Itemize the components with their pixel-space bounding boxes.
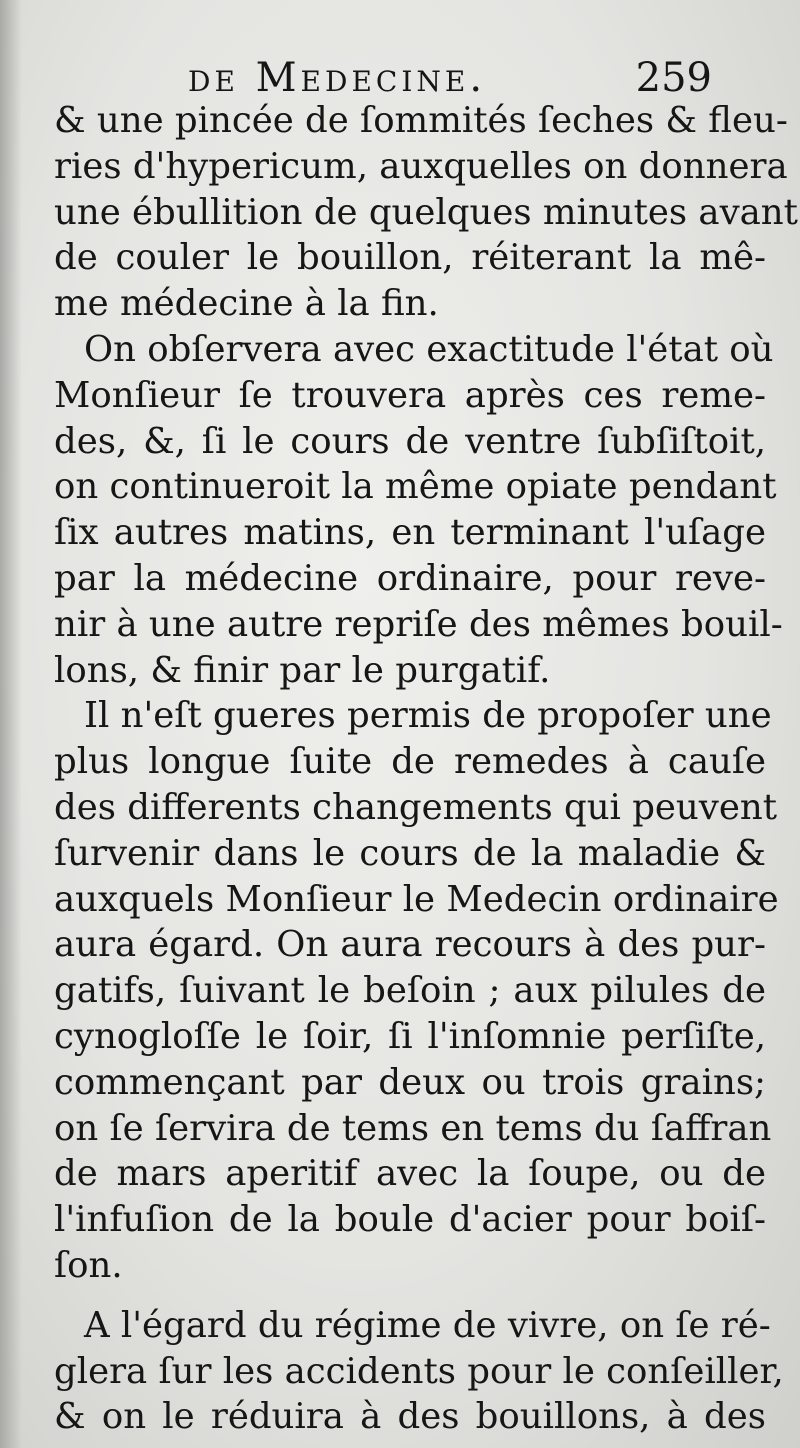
text-line: ſurvenir dans le cours de la maladie &	[54, 832, 766, 874]
text-line: me médecine à la fin.	[54, 283, 439, 325]
text-line: Monſieur ſe trouvera après ces reme-	[54, 374, 766, 416]
body-text	[54, 98, 798, 1440]
gutter-shadow	[0, 0, 22, 1448]
text-line: A l'égard du régime de vivre, on ſe ré-	[84, 1304, 771, 1346]
paragraph-2	[54, 327, 783, 693]
paragraph-3	[54, 693, 779, 1288]
text-line: une ébullition de quelques minutes avant	[54, 191, 798, 233]
text-line: auxquels Monſieur le Medecin ordinaire	[54, 878, 779, 920]
text-line: lons, & finir par le purgatif.	[54, 649, 551, 691]
text-line: nir à une autre repriſe des mêmes bouil-	[54, 603, 783, 645]
text-line: commençant par deux ou trois grains;	[54, 1061, 766, 1103]
text-line: aura égard. On aura recours à des pur-	[54, 924, 766, 966]
text-line: On obſervera avec exactitude l'état où	[84, 328, 774, 370]
text-line: Il n'eſt gueres permis de propoſer une	[84, 695, 772, 737]
text-line: ries d'hypericum, auxquelles on donnera	[54, 145, 788, 187]
paragraph-4	[54, 1303, 784, 1440]
text-line: on ſe ſervira de tems en tems du ſaffran	[54, 1107, 772, 1149]
text-line: on continueroit la même opiate pendant	[54, 466, 777, 508]
text-line: & une pincée de ſommités ſeches & fleu-	[54, 100, 788, 141]
running-head: de Medecine.	[188, 55, 487, 101]
text-line: par la médecine ordinaire, pour reve-	[54, 557, 766, 599]
text-line: ſix autres matins, en terminant l'uſage	[54, 512, 766, 554]
text-line: gatifs, ſuivant le beſoin ; aux pilules de	[54, 970, 766, 1012]
text-line: glera ſur les accidents pour le conſeiller,	[54, 1350, 784, 1392]
text-line: & on le réduira à des bouillons, à des	[54, 1396, 766, 1438]
text-line: des, &, ſi le cours de ventre ſubſiſtoit,	[54, 420, 766, 462]
paragraph-gap	[54, 1289, 766, 1303]
text-line: l'infuſion de la boule d'acier pour boiſ-	[54, 1199, 766, 1241]
page-number: 259	[635, 55, 712, 101]
paragraph-1	[54, 98, 798, 327]
text-line: plus longue ſuite de remedes à cauſe	[54, 741, 766, 783]
text-line: des differents changements qui peuvent	[54, 786, 777, 828]
text-line: ſon.	[54, 1244, 123, 1286]
text-line: cynogloſſe le ſoir, ſi l'inſomnie perſiſte,	[54, 1015, 766, 1057]
text-line: de couler le bouillon, réiterant la mê-	[54, 237, 766, 279]
text-line: de mars aperitif avec la ſoupe, ou de	[54, 1153, 766, 1195]
